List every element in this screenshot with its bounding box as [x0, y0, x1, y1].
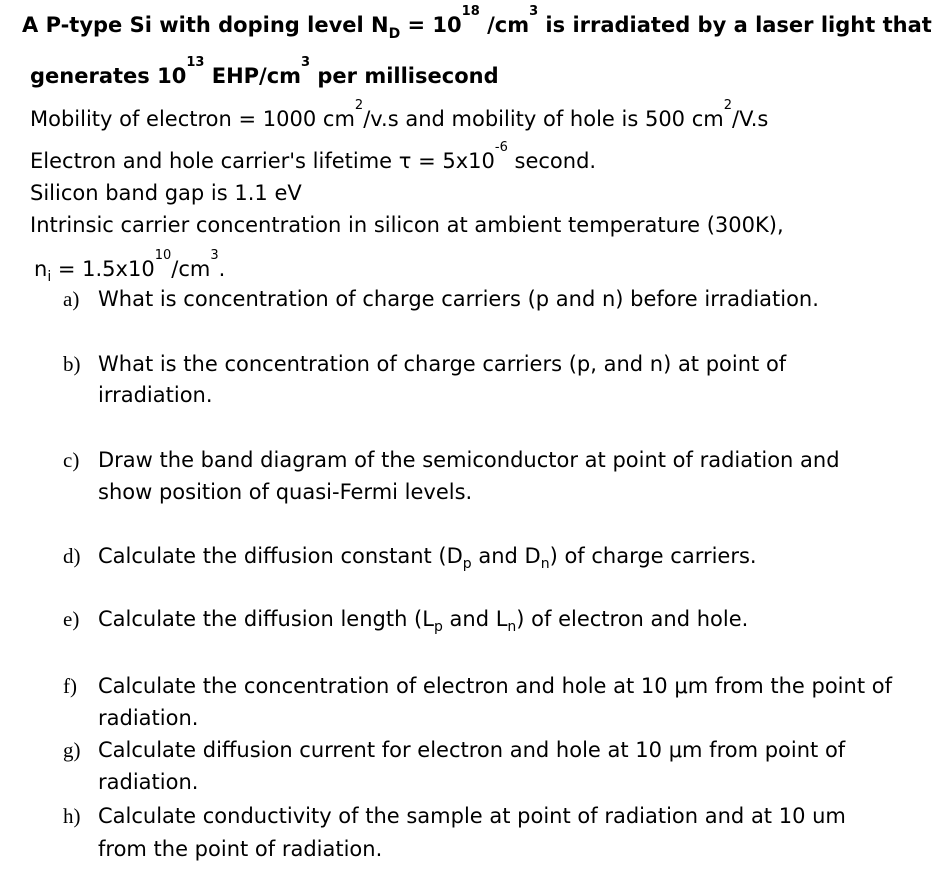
- question-h-text-1: Calculate conductivity of the sample at point of radiation and at 10 um: [98, 804, 846, 828]
- text: second.: [507, 149, 597, 173]
- text: = 10: [400, 13, 462, 37]
- text: n: [34, 257, 48, 281]
- text: /cm: [171, 257, 211, 281]
- text: per millisecond: [310, 64, 499, 88]
- text: Mobility of electron = 1000 cm: [30, 107, 355, 131]
- question-b-text-2: irradiation.: [98, 383, 213, 407]
- text: Calculate the diffusion length (L: [98, 607, 434, 631]
- text: /v.s and mobility of hole is 500 cm: [363, 107, 724, 131]
- subscript: p: [433, 619, 443, 635]
- text: and L: [442, 607, 508, 631]
- question-f-label: f): [63, 674, 77, 698]
- question-b-text-1: What is the concentration of charge carriers (p, and n) at point of: [98, 352, 787, 376]
- intrinsic-line: Intrinsic carrier concentration in silicon at ambient temperature (300K),: [30, 213, 784, 237]
- superscript: 3: [529, 4, 539, 19]
- question-c-text-1: Draw the band diagram of the semiconductor at point of radiation and: [98, 448, 840, 472]
- text: ) of electron and hole.: [516, 607, 749, 631]
- question-h-text-2: from the point of radiation.: [98, 837, 383, 861]
- subscript: D: [388, 26, 401, 42]
- superscript: 10: [154, 248, 172, 263]
- text: /V.s: [732, 107, 769, 131]
- text: and D: [471, 544, 541, 568]
- superscript: -6: [494, 140, 508, 155]
- heading-line-2: [30, 55, 499, 89]
- question-h-label: h): [63, 804, 81, 828]
- question-e-text: [98, 606, 749, 635]
- superscript: 2: [723, 98, 733, 113]
- question-b-label: b): [63, 352, 81, 376]
- superscript: 13: [186, 55, 205, 70]
- lifetime-line: [30, 140, 597, 174]
- subscript: n: [540, 556, 550, 572]
- text: generates 10: [30, 64, 187, 88]
- text: A P-type Si with doping level N: [22, 13, 389, 37]
- subscript: p: [462, 556, 472, 572]
- text: Electron and hole carrier's lifetime τ = 5x10: [30, 149, 495, 173]
- question-d-text: [98, 543, 757, 572]
- text: = 1.5x10: [51, 257, 155, 281]
- superscript: 3: [301, 55, 311, 70]
- subscript: n: [507, 619, 517, 635]
- question-g-text-2: radiation.: [98, 770, 199, 794]
- superscript: 3: [210, 248, 219, 263]
- text: Calculate the diffusion constant (D: [98, 544, 463, 568]
- text: is irradiated by a laser light that: [538, 13, 932, 37]
- question-f-text-2: radiation.: [98, 706, 199, 730]
- text: /cm: [479, 13, 530, 37]
- text: ) of charge carriers.: [549, 544, 757, 568]
- question-e-label: e): [63, 607, 80, 631]
- ni-line: [34, 248, 226, 285]
- bandgap-line: Silicon band gap is 1.1 eV: [30, 181, 302, 205]
- text: .: [218, 257, 226, 281]
- superscript: 18: [461, 4, 480, 19]
- mobility-line: [30, 98, 769, 132]
- heading-line-1: [22, 4, 932, 42]
- subscript: i: [47, 269, 52, 285]
- question-c-text-2: show position of quasi-Fermi levels.: [98, 480, 473, 504]
- superscript: 2: [354, 98, 364, 113]
- question-g-label: g): [63, 738, 81, 762]
- question-c-label: c): [63, 448, 80, 472]
- question-a-label: a): [63, 287, 80, 311]
- question-d-label: d): [63, 544, 81, 568]
- question-a-text: What is concentration of charge carriers (p and n) before irradiation.: [98, 287, 819, 311]
- question-g-text-1: Calculate diffusion current for electron and hole at 10 μm from point of: [98, 738, 846, 762]
- text: EHP/cm: [204, 64, 302, 88]
- question-f-text-1: Calculate the concentration of electron and hole at 10 μm from the point of: [98, 674, 892, 698]
